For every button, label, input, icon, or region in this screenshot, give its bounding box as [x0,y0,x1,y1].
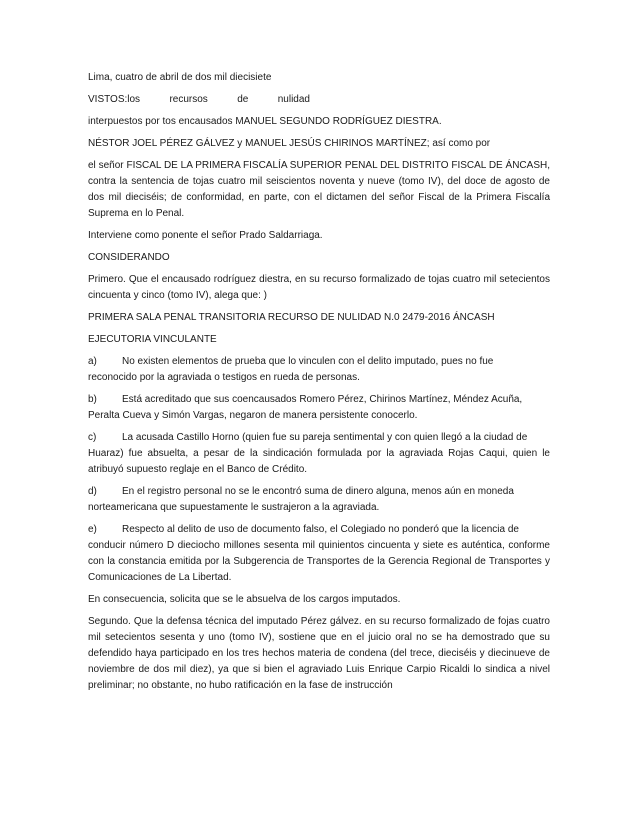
list-item-label: d) [88,486,97,497]
document-body [88,70,550,700]
date-line: Lima, cuatro de abril de dos mil diecisiete [88,72,272,83]
list-item-a [88,354,550,386]
list-item-text: No existen elementos de prueba que lo vinculen con el delito imputado, pues no fue [122,356,494,367]
list-item-text: Respecto al delito de uso de documento falso, el Colegiado no ponderó que la licencia de [122,524,519,535]
paragraph-primero: Primero. Que el encausado rodríguez diestra, en su recurso formalizado de tojas cuatro mil setecientos cincuenta y cinco (tomo IV), alega que: ) [88,274,550,301]
vistos-word: nulidad [277,94,310,105]
vistos-line [88,92,310,108]
vistos-word: VISTOS:los [88,94,141,105]
heading-considerando: CONSIDERANDO [88,252,170,263]
list-item-d [88,484,550,516]
list-item-b [88,392,550,424]
heading-ejecutoria: EJECUTORIA VINCULANTE [88,334,217,345]
list-item-continuation: norteamericana que supuestamente le sustrajeron a la agraviada. [88,502,380,513]
paragraph-interpuestos: interpuestos por tos encausados MANUEL SEGUNDO RODRÍGUEZ DIESTRA. [88,116,442,127]
list-item-continuation: conducir número D dieciocho millones sesenta mil quinientos cincuenta y siete es auténtica, conforme con la constancia emitida por la Subgerencia de Transportes de la Gerencia Regional de Transportes y Comunicaciones de La Libertad. [88,540,550,583]
paragraph-consecuencia: En consecuencia, solicita que se le absuelva de los cargos imputados. [88,594,401,605]
list-item-label: e) [88,524,97,535]
list-item-text: La acusada Castillo Horno (quien fue su pareja sentimental y con quien llegó a la ciudad de [122,432,528,443]
paragraph-interviene: Interviene como ponente el señor Prado Saldarriaga. [88,230,323,241]
vistos-word: recursos [169,94,208,105]
list-item-e [88,522,550,586]
list-item-continuation: reconocido por la agraviada o testigos en rueda de personas. [88,372,360,383]
list-item-continuation: Peralta Cueva y Simón Vargas, negaron de manera persistente conocerlo. [88,410,418,421]
paragraph-fiscal: el señor FISCAL DE LA PRIMERA FISCALÍA SUPERIOR PENAL DEL DISTRITO FISCAL DE ÁNCASH, contra la sentencia de tojas cuatro mil seiscientos noventa y nueve (tomo IV), del doce de agosto de dos mil dieciséis; de conformidad, en parte, con el dictamen del señor Fiscal de la Primera Fiscalía Suprema en lo Penal. [88,160,550,219]
list-item-label: b) [88,394,97,405]
list-item-label: a) [88,356,97,367]
vistos-word: de [237,94,249,105]
list-item-c [88,430,550,478]
paragraph-nestor: NÉSTOR JOEL PÉREZ GÁLVEZ y MANUEL JESÚS CHIRINOS MARTÍNEZ; así como por [88,138,491,149]
heading-sala: PRIMERA SALA PENAL TRANSITORIA RECURSO DE NULIDAD N.0 2479-2016 ÁNCASH [88,312,495,323]
list-item-label: c) [88,432,97,443]
list-item-continuation: Huaraz) fue absuelta, a pesar de la sindicación formulada por la agraviada Rojas Caqui, quien le atribuyó supuesto reglaje en el Banco de Crédito. [88,448,550,475]
list-item-text: En el registro personal no se le encontró suma de dinero alguna, menos aún en moneda [122,486,514,497]
paragraph-segundo: Segundo. Que la defensa técnica del imputado Pérez gálvez. en su recurso formalizado de fojas cuatro mil setecientos sesenta y uno (tomo IV), sostiene que en el juicio oral no se ha demostrado que su defendido haya participado en los tres hechos materia de condena (del trece, dieciséis y diecinueve de noviembre de dos mil diez), ya que si bien el agraviado Luis Enrique Carpio Ricaldi lo sindica a nivel preliminar; no obstante, no hubo ratificación en la fase de instrucción [88,616,550,691]
list-item-text: Está acreditado que sus coencausados Romero Pérez, Chirinos Martínez, Méndez Acuña, [122,394,523,405]
